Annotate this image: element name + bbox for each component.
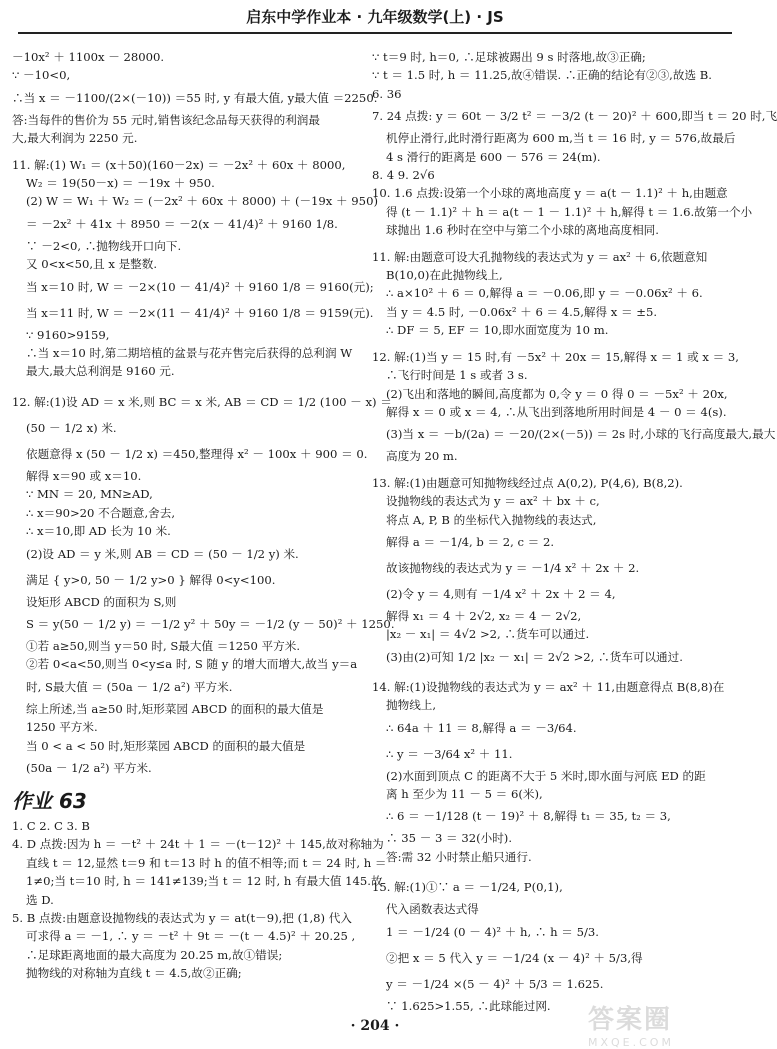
text-line: 14. 解:(1)设抛物线的表达式为 y ＝ ax² ＋ 11,由题意得点 B(8,8)在 xyxy=(372,679,725,694)
text-line: 12. 解:(1)当 y ＝ 15 时,有 －5x² ＋ 20x ＝ 15,解得 x ＝ 1 或 x ＝ 3, xyxy=(372,349,739,364)
text-line: 综上所述,当 a≥50 时,矩形菜园 ABCD 的面积的最大值是 xyxy=(26,701,324,716)
text-line: ∴ 64a ＋ 11 ＝ 8,解得 a ＝ －3/64. xyxy=(386,720,577,735)
text-line: 抛物线的对称轴为直线 t ＝ 4.5,故②正确; xyxy=(26,966,242,981)
text-line: 当 y ＝ 4.5 时, －0.06x² ＋ 6 ＝ 4.5,解得 x ＝ ±5. xyxy=(386,304,658,319)
text-line: S ＝ y(50 － 1/2 y) ＝ －1/2 y² ＋ 50y ＝ －1/2 (y － 50)² ＋ 1250. xyxy=(26,616,395,631)
text-line: ②把 x ＝ 5 代入 y ＝ －1/24 (x － 4)² ＋ 5/3,得 xyxy=(386,950,643,965)
text-line: 故该抛物线的表达式为 y ＝ －1/4 x² ＋ 2x ＋ 2. xyxy=(386,560,640,575)
text-line: 解得 a ＝ －1/4, b ＝ 2, c ＝ 2. xyxy=(386,534,555,549)
right-block-answer-14 xyxy=(372,678,725,866)
text-line: ∴ x＝10,即 AD 长为 10 米. xyxy=(26,524,171,539)
header-rule xyxy=(18,32,732,34)
text-line: 10. 1.6 点拨:设第一个小球的离地高度 y ＝ a(t － 1.1)² ＋ h,由题意 xyxy=(372,186,728,201)
text-line: ∵ 9160>9159, xyxy=(26,327,110,342)
text-line: (3)由(2)可知 1/2 |x₂ － x₁| ＝ 2√2 >2, ∴货车可以通过. xyxy=(386,649,683,664)
watermark-logo xyxy=(588,999,738,1049)
text-line: 13. 解:(1)由题意可知抛物线经过点 A(0,2), P(4,6), B(8,2). xyxy=(372,475,683,490)
text-line: 7. 24 点拨: y ＝ 60t － 3/2 t² ＝ －3/2 (t － 20)² ＋ 600,即当 t ＝ 20 时,飞 xyxy=(372,109,777,124)
right-column xyxy=(372,48,777,1015)
text-line: 依题意得 x (50 － 1/2 x) ＝450,整理得 x² － 100x ＋ 900 ＝ 0. xyxy=(26,446,368,461)
left-block-homework-63 xyxy=(12,817,387,983)
text-line: 将点 A, P, B 的坐标代入抛物线的表达式, xyxy=(386,512,597,527)
text-line: 可求得 a ＝ －1, ∴ y ＝ －t² ＋ 9t ＝ －(t － 4.5)² ＋ 20.25 , xyxy=(26,929,356,944)
text-line: ∴ 35 － 3 ＝ 32(小时). xyxy=(386,831,513,846)
text-line: 8. 4 9. 2√6 xyxy=(372,168,435,183)
text-line: 答:当每件的售价为 55 元时,销售该纪念品每天获得的利润最 xyxy=(12,112,320,127)
text-line: (2)设 AD ＝ y 米,则 AB ＝ CD ＝ (50 － 1/2 y) 米. xyxy=(26,546,299,561)
text-line: 当 0 < a < 50 时,矩形菜园 ABCD 的面积的最大值是 xyxy=(26,738,306,753)
text-line: 1. C 2. C 3. B xyxy=(12,818,90,833)
text-line: 当 x＝11 时, W ＝ －2×(11 － 41/4)² ＋ 9160 1/8 ＝ 9159(元). xyxy=(26,305,374,320)
text-line: (50 － 1/2 x) 米. xyxy=(26,420,117,435)
text-line: 4 s 滑行的距离是 600 － 576 ＝ 24(m). xyxy=(386,149,601,164)
left-block-answer-10 xyxy=(12,48,378,148)
text-line: 时, S最大值 ＝ (50a － 1/2 a²) 平方米. xyxy=(26,679,233,694)
text-line: 设抛物线的表达式为 y ＝ ax² ＋ bx ＋ c, xyxy=(386,494,600,509)
text-line: ∴当 x ＝ －1100/(2×(－10)) ＝55 时, y 有最大值, y最大值 ＝2250. xyxy=(12,90,378,105)
text-line: ∴ a×10² ＋ 6 ＝ 0,解得 a ＝ －0.06,即 y ＝ －0.06x² ＋ 6. xyxy=(386,286,703,301)
text-line: 解得 x＝90 或 x＝10. xyxy=(26,468,142,483)
text-line: 设矩形 ABCD 的面积为 S,则 xyxy=(26,594,177,609)
text-line: ∵ t ＝ 1.5 时, h ＝ 11.25,故④错误. ∴正确的结论有②③,故选 B. xyxy=(372,68,712,83)
text-line: 直线 t ＝ 12,显然 t＝9 和 t＝13 时 h 的值不相等;而 t ＝ 24 时, h ＝ xyxy=(26,855,387,870)
text-line: ∵ t＝9 时, h＝0, ∴足球被踢出 9 s 时落地,故③正确; xyxy=(372,50,646,64)
text-line: (2)令 y ＝ 4,则有 －1/4 x² ＋ 2x ＋ 2 ＝ 4, xyxy=(386,586,616,601)
text-line: |x₂ － x₁| ＝ 4√2 >2, ∴货车可以通过. xyxy=(386,627,590,642)
text-line: ∵ 1.625>1.55, ∴此球能过网. xyxy=(386,998,551,1013)
text-line: 机停止滑行,此时滑行距离为 600 m,当 t ＝ 16 时, y ＝ 576,故最后 xyxy=(386,131,736,146)
text-line: 离 h 至少为 11 － 5 ＝ 6(米), xyxy=(386,786,543,801)
right-block-answer-12 xyxy=(372,348,776,466)
text-line: 大,最大利润为 2250 元. xyxy=(12,131,138,146)
text-line: 球抛出 1.6 秒时在空中与第二个小球的离地高度相同. xyxy=(386,223,659,238)
text-line: ＝ －2x² ＋ 41x ＋ 8950 ＝ －2(x － 41/4)² ＋ 9160 1/8. xyxy=(26,216,338,231)
text-line: 12. 解:(1)设 AD ＝ x 米,则 BC ＝ x 米, AB ＝ CD ＝ 1/2 (100 － x) ＝ xyxy=(12,394,392,409)
text-line: (2)飞出和落地的瞬间,高度都为 0,令 y ＝ 0 得 0 ＝ －5x² ＋ 20x, xyxy=(386,386,728,401)
left-block-answer-11 xyxy=(12,156,378,381)
text-line: 选 D. xyxy=(26,892,54,907)
text-line: (3)当 x ＝ －b/(2a) ＝ －20/(2×(－5)) ＝ 2s 时,小球的飞行高度最大,最大 xyxy=(386,427,776,442)
text-line: 解得 x₁ ＝ 4 ＋ 2√2, x₂ ＝ 4 － 2√2, xyxy=(386,608,582,623)
text-line: 抛物线上, xyxy=(386,698,437,713)
text-line: 当 x＝10 时, W ＝ －2×(10 － 41/4)² ＋ 9160 1/8 ＝ 9160(元); xyxy=(26,279,374,294)
watermark-url: MXQE.COM xyxy=(588,1036,674,1049)
text-line: －10x² ＋ 1100x － 28000. xyxy=(12,50,165,64)
text-line: 最大,最大总利润是 9160 元. xyxy=(26,364,175,379)
text-line: 代入函数表达式得 xyxy=(386,902,479,917)
text-line: ∴ 6 ＝ －1/128 (t － 19)² ＋ 8,解得 t₁ ＝ 35, t₂ ＝ 3, xyxy=(386,809,671,824)
text-line: ∵ MN ＝ 20, MN≥AD, xyxy=(26,487,153,502)
left-block-answer-12 xyxy=(12,389,395,781)
text-line: 答:需 32 小时禁止船只通行. xyxy=(386,849,532,864)
text-line: 高度为 20 m. xyxy=(386,449,458,464)
text-line: 11. 解:由题意可设大孔抛物线的表达式为 y ＝ ax² ＋ 6,依题意知 xyxy=(372,249,708,264)
text-line: 1 ＝ －1/24 (0 － 4)² ＋ h, ∴ h ＝ 5/3. xyxy=(386,924,599,939)
text-line: ∵ －2<0, ∴抛物线开口向下. xyxy=(26,238,182,253)
watermark-text: 答案圈 xyxy=(588,1005,673,1035)
section-title: 作业 63 xyxy=(12,788,87,813)
text-line: ②若 0<a<50,则当 0<y≤a 时, S 随 y 的增大而增大,故当 y＝a xyxy=(26,657,358,672)
page-number: · 204 · xyxy=(350,1018,400,1034)
page-header xyxy=(0,0,750,40)
text-line: 5. B 点拨:由题意设抛物线的表达式为 y ＝ at(t－9),把 (1,8) 代入 xyxy=(12,910,352,925)
text-line: 6. 36 xyxy=(372,86,402,101)
text-line: ∴足球距离地面的最大高度为 20.25 m,故①错误; xyxy=(26,947,283,962)
text-line: ∴当 x＝10 时,第二期培植的盆景与花卉售完后获得的总利润 W xyxy=(26,346,353,361)
right-block-answer-15 xyxy=(372,874,717,1015)
right-block-answer-11 xyxy=(372,248,717,340)
text-line: ∴ x＝90>20 不合题意,舍去, xyxy=(26,505,176,520)
text-line: 15. 解:(1)①∵ a ＝ －1/24, P(0,1), xyxy=(372,880,563,895)
text-line: (50a － 1/2 a²) 平方米. xyxy=(26,760,152,775)
text-line: 11. 解:(1) W₁ ＝ (x＋50)(160－2x) ＝ －2x² ＋ 60x ＋ 8000, xyxy=(12,157,346,172)
text-line: (2)水面到顶点 C 的距离不大于 5 米时,即水面与河底 ED 的距 xyxy=(386,768,706,783)
text-line: (2) W ＝ W₁ ＋ W₂ ＝ (－2x² ＋ 60x ＋ 8000) ＋ (－19x ＋ 950) xyxy=(26,194,378,209)
page-title: 启东中学作业本 · 九年级数学(上) · JS xyxy=(246,8,504,26)
text-line: 满足 { y>0, 50 － 1/2 y>0 } 解得 0<y<100. xyxy=(26,572,276,587)
right-block-answers-5-10 xyxy=(372,48,777,240)
text-line: y ＝ －1/24 ×(5 － 4)² ＋ 5/3 ＝ 1.625. xyxy=(386,976,604,991)
text-line: 4. D 点拨:因为 h ＝ －t² ＋ 24t ＋ 1 ＝ －(t－12)² ＋ 145,故对称轴为 xyxy=(12,837,384,852)
right-block-answer-13 xyxy=(372,474,717,670)
text-line: ①若 a≥50,则当 y＝50 时, S最大值 ＝1250 平方米. xyxy=(26,638,301,653)
text-line: 得 (t － 1.1)² ＋ h ＝ a(t － 1 － 1.1)² ＋ h,解得 t ＝ 1.6.故第一个小 xyxy=(386,204,753,219)
text-line: W₂ ＝ 19(50－x) ＝ －19x ＋ 950. xyxy=(26,176,215,191)
text-line: 解得 x ＝ 0 或 x ＝ 4, ∴从飞出到落地所用时间是 4 － 0 ＝ 4(s). xyxy=(386,404,727,419)
text-line: ∴ DF ＝ 5, EF ＝ 10,即水面宽度为 10 m. xyxy=(386,323,609,338)
text-line: B(10,0)在此抛物线上, xyxy=(386,268,503,283)
text-line: ∴飞行时间是 1 s 或者 3 s. xyxy=(386,368,528,383)
text-line: 又 0<x<50,且 x 是整数. xyxy=(26,257,158,272)
text-line: 1≠0;当 t＝10 时, h ＝ 141≠139;当 t ＝ 12 时, h 有最大值 145.故 xyxy=(26,874,383,889)
text-line: ∴ y ＝ －3/64 x² ＋ 11. xyxy=(386,746,513,761)
text-line: 1250 平方米. xyxy=(26,720,98,735)
text-line: ∵ －10<0, xyxy=(12,68,71,83)
